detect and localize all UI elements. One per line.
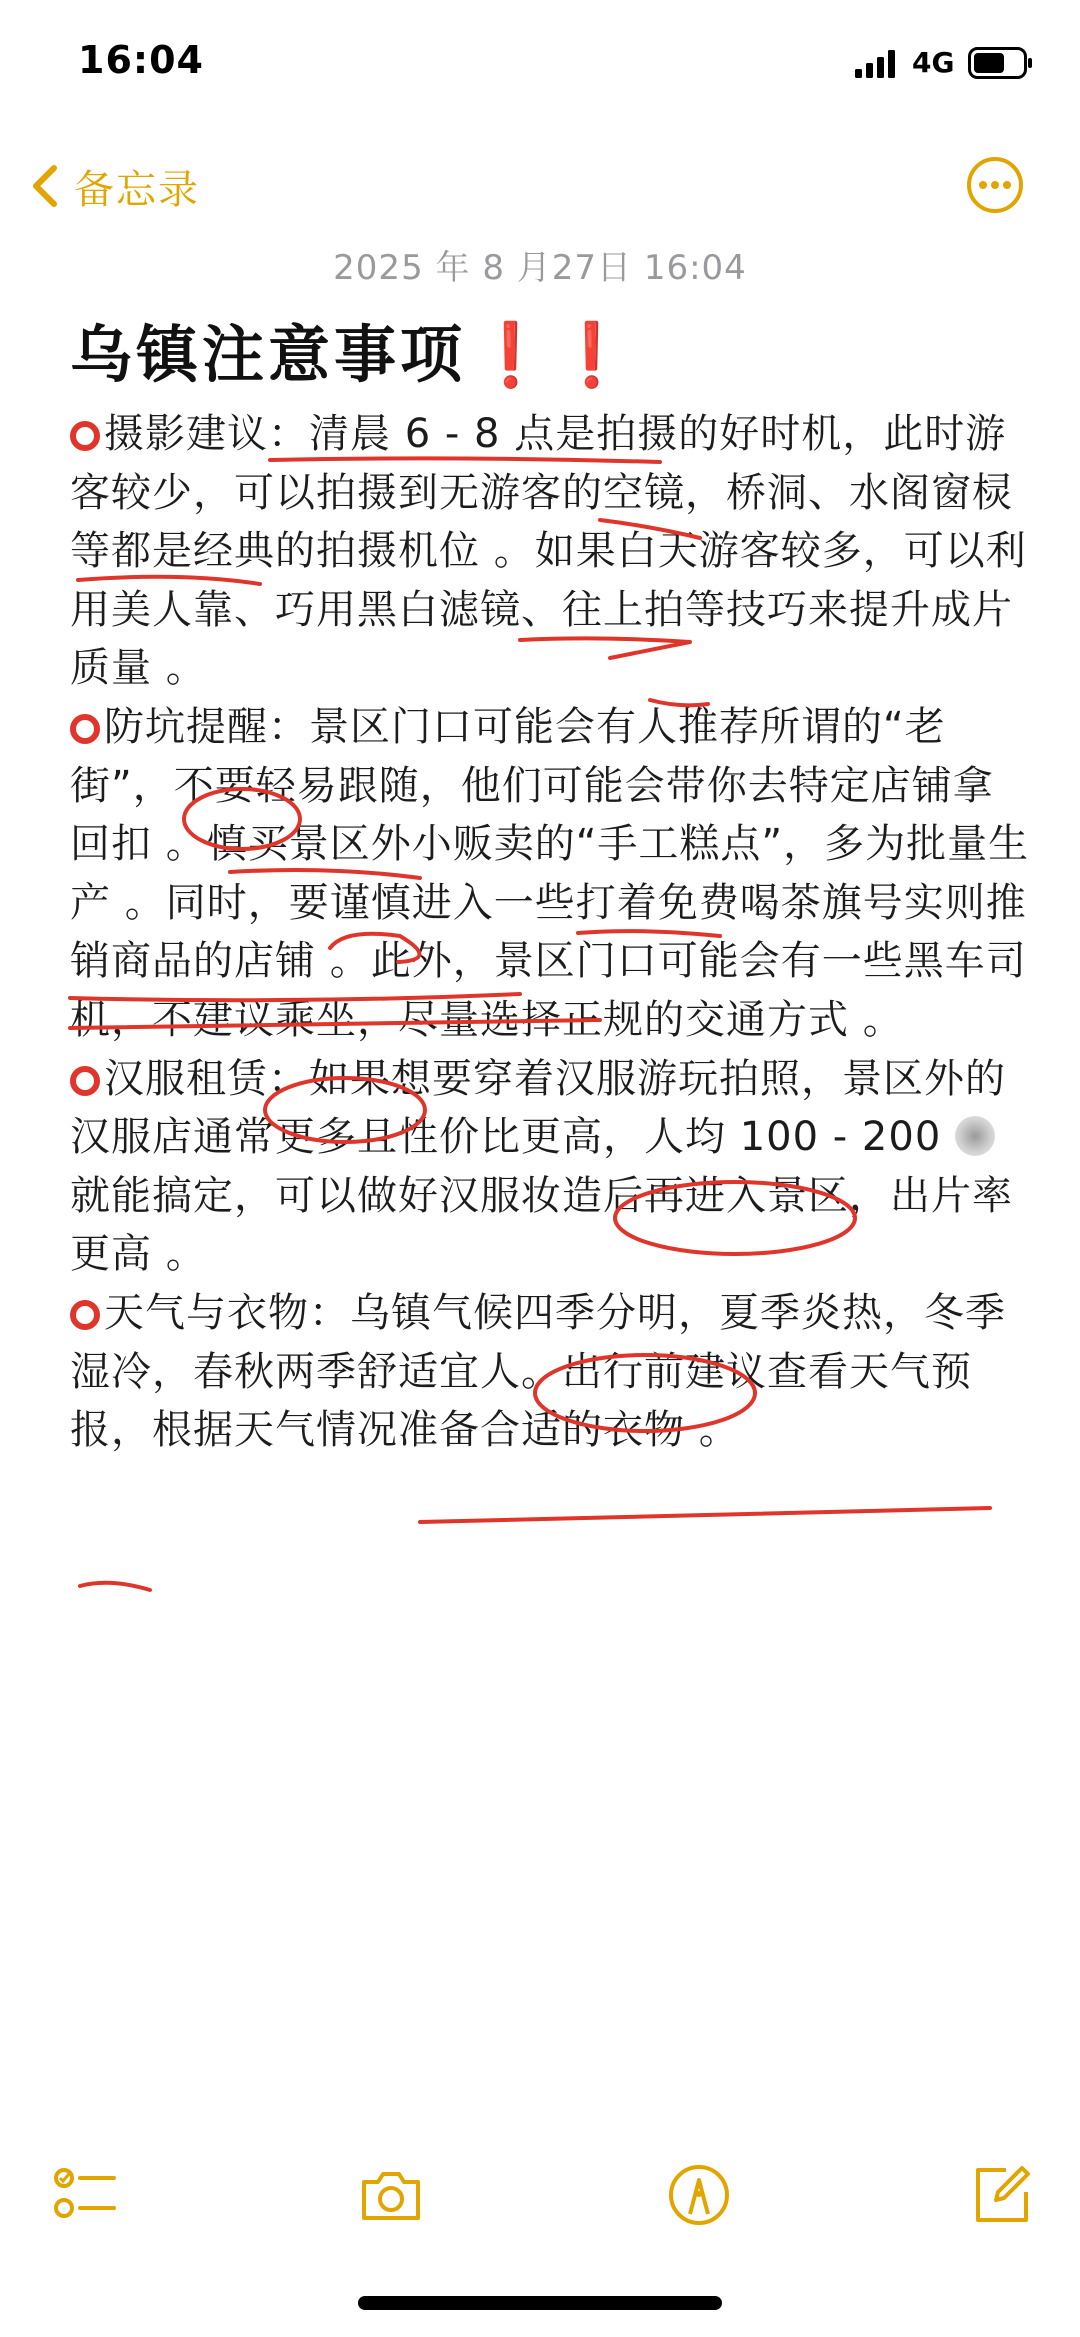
section-text: 天气与衣物：乌镇气候四季分明，夏季炎热，冬季湿冷，春秋两季舒适宜人。出行前建议查看天气预报，根据天气情况准备合适的衣物 。	[70, 1289, 1006, 1454]
section-text: 防坑提醒：景区门口可能会有人推荐所谓的“老街”，不要轻易跟随，他们可能会带你去特定店铺拿回扣 。慎买景区外小贩卖的“手工糕点”，多为批量生产 。同时，要谨慎进入一些打着免费喝茶旗号实则推销商品的店铺 。此外，景区门口可能会有一些黑车司机，不建议乘坐，尽量选择正规的交通方式 。	[70, 703, 1030, 1043]
red-circle-icon	[70, 1300, 100, 1330]
more-ellipsis-icon[interactable]	[965, 155, 1025, 215]
note-body[interactable]	[70, 405, 1030, 1460]
back-button[interactable]	[30, 158, 200, 214]
note-section-hanfu-rental	[70, 1050, 1030, 1284]
underline-stroke	[80, 1583, 150, 1590]
bottom-toolbar	[0, 2140, 1080, 2250]
section-text: 汉服租赁：如果想要穿着汉服游玩拍照，景区外的汉服店通常更多且性价比更高，人均 100 - 200	[70, 1055, 1006, 1161]
blurred-mosaic-icon	[955, 1116, 995, 1156]
note-title-text: 乌镇注意事项	[70, 318, 467, 391]
red-circle-icon	[70, 714, 100, 744]
status-bar	[0, 0, 1080, 130]
camera-icon[interactable]	[356, 2160, 426, 2230]
section-text: 摄影建议：清晨 6 - 8 点是拍摄的好时机，此时游客较少，可以拍摄到无游客的空镜，桥洞、水阁窗棂等都是经典的拍摄机位 。如果白天游客较多，可以利用美人靠、巧用黑白滤镜、往上拍等技巧来提升成片质量 。	[70, 411, 1027, 692]
home-indicator[interactable]	[358, 2296, 722, 2310]
note-title[interactable]	[70, 305, 634, 394]
note-section-weather-clothing	[70, 1284, 1030, 1460]
navigation-bar	[0, 140, 1080, 230]
red-circle-icon	[70, 421, 100, 451]
battery-icon	[968, 47, 1034, 79]
note-section-scam-warning	[70, 698, 1030, 1050]
chevron-left-icon	[30, 164, 60, 208]
section-text: 就能搞定，可以做好汉服妆造后再进入景区，出片率更高 。	[70, 1172, 1013, 1278]
red-circle-icon	[70, 1066, 100, 1096]
note-date: 2025 年 8 月27日 16:04	[333, 248, 747, 288]
cellular-signal-icon	[855, 50, 899, 78]
underline-stroke	[420, 1508, 990, 1522]
status-time: 16:04	[78, 38, 204, 82]
markup-pen-icon[interactable]	[664, 2160, 734, 2230]
compose-icon[interactable]	[966, 2160, 1036, 2230]
note-section-photography	[70, 405, 1030, 698]
network-label: 4G	[912, 46, 955, 79]
exclamation-marks: ❗️❗️	[472, 318, 635, 391]
checklist-icon[interactable]	[50, 2160, 120, 2230]
back-label: 备忘录	[74, 166, 200, 213]
